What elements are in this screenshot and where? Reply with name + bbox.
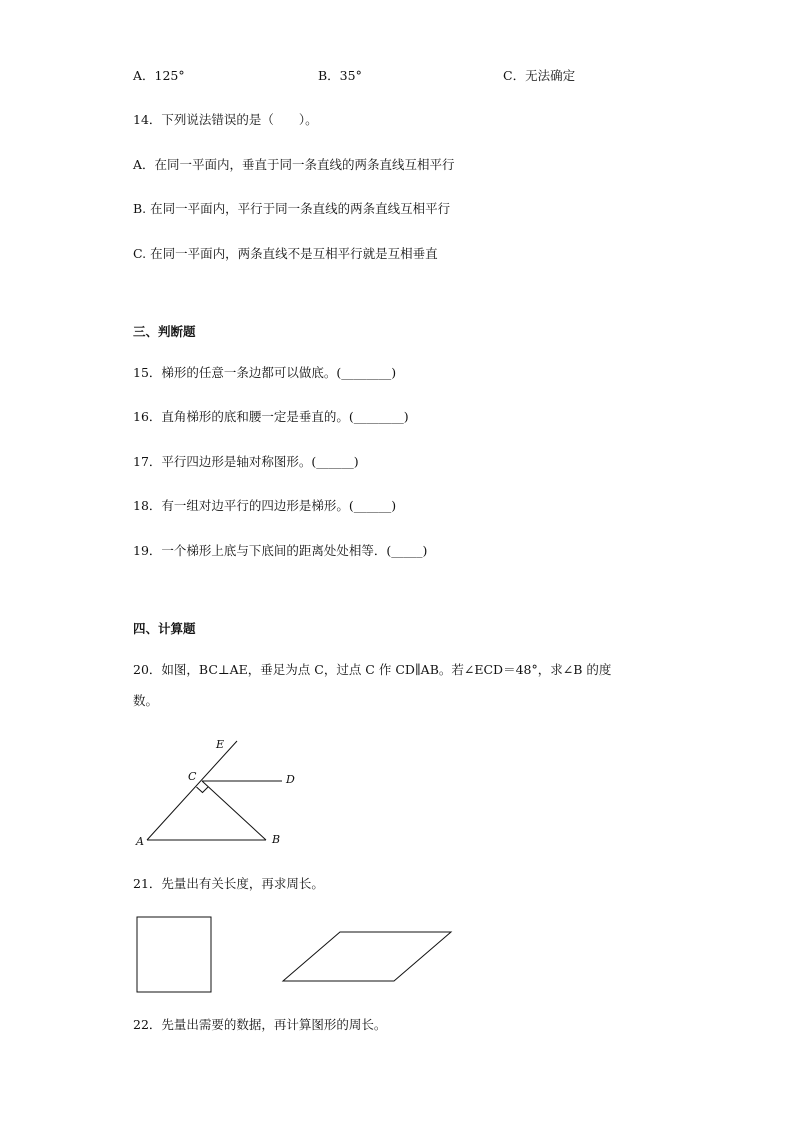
- q13-option-a: A．125°: [133, 68, 185, 83]
- q13-option-c: C．无法确定: [503, 68, 576, 83]
- label-c: C: [188, 770, 197, 783]
- q20-text-line2: 数。: [133, 693, 159, 708]
- section4-title: 四、计算题: [133, 621, 196, 636]
- q14-stem: 14．下列说法错误的是（ ）。: [133, 112, 318, 127]
- q18: 18．有一组对边平行的四边形是梯形。(______): [133, 498, 397, 513]
- q13-option-b: B．35°: [318, 68, 362, 83]
- q20-text-line1: 20．如图，BC⊥AE，垂足为点 C，过点 C 作 CD∥AB。若∠ECD＝48°，求∠B 的度: [133, 662, 612, 677]
- line-ae: [147, 741, 237, 840]
- label-a: A: [136, 835, 144, 848]
- q16: 16．直角梯形的底和腰一定是垂直的。(________): [133, 409, 409, 424]
- label-d: D: [286, 773, 295, 786]
- q21-text: 21．先量出有关长度，再求周长。: [133, 876, 324, 891]
- section3-title: 三、判断题: [133, 324, 196, 339]
- label-e: E: [216, 738, 225, 751]
- q14-option-a: A．在同一平面内，垂直于同一条直线的两条直线互相平行: [133, 157, 455, 172]
- q14-option-b: B. 在同一平面内，平行于同一条直线的两条直线互相平行: [133, 201, 451, 216]
- label-b: B: [272, 833, 281, 846]
- q14-option-c: C. 在同一平面内，两条直线不是互相平行就是互相垂直: [133, 246, 438, 261]
- line-cb: [202, 781, 266, 840]
- q15: 15．梯形的任意一条边都可以做底。(________): [133, 365, 397, 380]
- q17: 17．平行四边形是轴对称图形。(______): [133, 454, 359, 469]
- q19: 19．一个梯形上底与下底间的距离处处相等．(_____): [133, 543, 428, 558]
- right-angle-mark: [197, 787, 209, 793]
- square-shape: [137, 917, 211, 992]
- q22-text: 22．先量出需要的数据，再计算图形的周长。: [133, 1017, 387, 1032]
- parallelogram-shape: [283, 932, 451, 981]
